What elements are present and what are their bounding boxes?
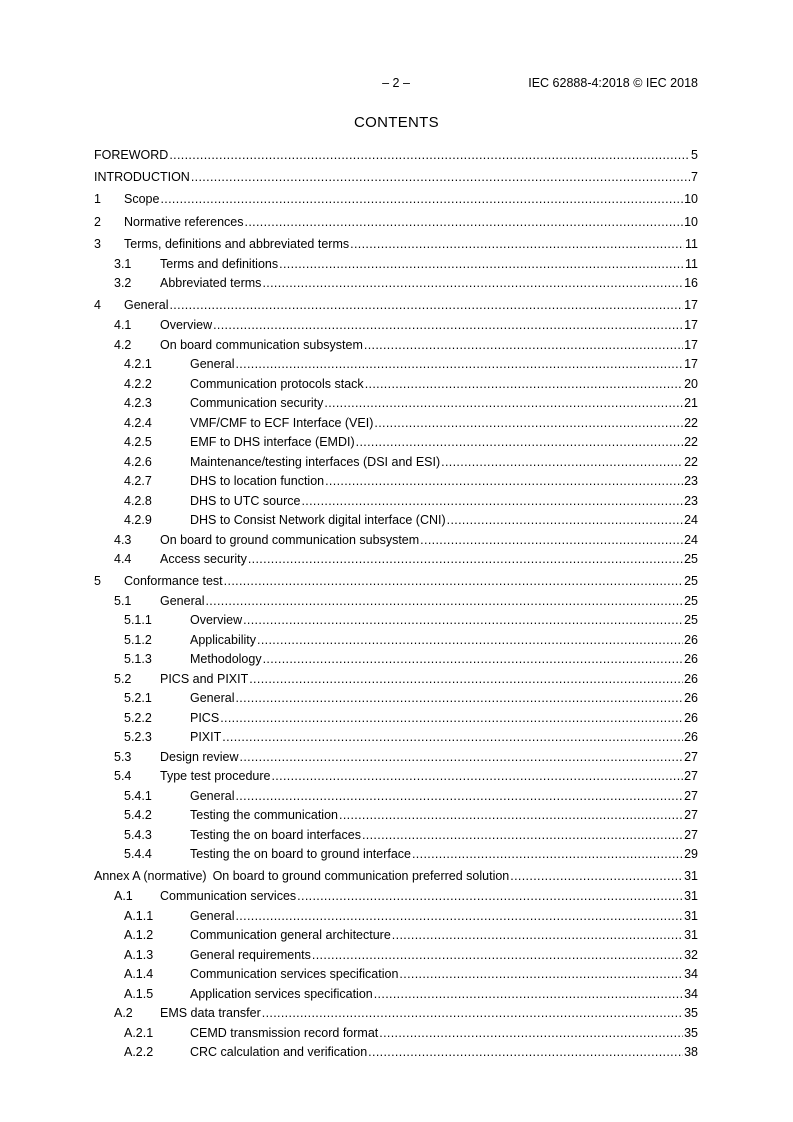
toc-entry[interactable] [94, 1024, 698, 1044]
toc-entry[interactable] [94, 946, 698, 966]
toc-leader-dots [324, 394, 683, 414]
toc-entry[interactable] [94, 887, 698, 907]
toc-leader-dots [245, 211, 684, 233]
toc-entry[interactable] [94, 1043, 698, 1063]
toc-entry-title: Design review [160, 749, 239, 764]
toc-entry[interactable] [94, 453, 698, 473]
toc-entry-page: 24 [684, 513, 698, 528]
toc-entry-number: 4.2.1 [124, 357, 152, 372]
toc-leader-dots [420, 531, 683, 551]
toc-entry-title: Communication security [190, 396, 324, 411]
toc-entry-number: 4.2.2 [124, 376, 152, 391]
toc-entry[interactable] [94, 511, 698, 531]
toc-entry-number: 5.1 [114, 593, 132, 608]
toc-entry[interactable] [94, 375, 698, 395]
toc-entry-title: VMF/CMF to ECF Interface (VEI) [190, 415, 374, 430]
toc-entry-title: PIXIT [190, 730, 222, 745]
toc-leader-dots [205, 592, 683, 612]
toc-entry[interactable] [94, 767, 698, 787]
toc-entry-page: 23 [684, 474, 698, 489]
toc-entry-title: Methodology [190, 652, 262, 667]
toc-entry-title: Testing the on board to ground interface [190, 847, 411, 862]
toc-entry-title: General [190, 357, 235, 372]
toc-entry[interactable] [94, 274, 698, 294]
toc-entry-title: Communication general architecture [190, 928, 391, 942]
toc-entry-page: 27 [684, 749, 698, 764]
toc-leader-dots [271, 767, 683, 787]
toc-entry-title: Conformance test [124, 573, 223, 588]
toc-entry-number: A.1.5 [124, 986, 154, 1001]
toc-leader-dots [350, 233, 684, 255]
toc-entry-page: 35 [684, 1006, 698, 1020]
toc-entry-number: 3.2 [114, 276, 132, 291]
toc-entry-number: 5.3 [114, 749, 132, 764]
toc-entry-page: 17 [684, 297, 698, 312]
toc-entry[interactable] [94, 806, 698, 826]
toc-leader-dots [362, 826, 683, 846]
toc-entry-page: 11 [685, 236, 698, 251]
toc-entry-page: 26 [684, 671, 698, 686]
toc-entry-number: 4.2.4 [124, 415, 152, 430]
toc-entry[interactable] [94, 728, 698, 748]
toc-entry[interactable] [94, 1004, 698, 1024]
toc-leader-dots [169, 294, 683, 316]
toc-entry[interactable] [94, 336, 698, 356]
toc-leader-dots [235, 689, 683, 709]
toc-entry-number: A.1 [114, 889, 133, 903]
toc-entry-page: 26 [684, 632, 698, 647]
toc-entry-page: 32 [684, 947, 698, 962]
toc-entry-number: 4.2.6 [124, 454, 152, 469]
toc-leader-dots [312, 946, 683, 966]
toc-entry-page: 27 [684, 808, 698, 823]
toc-entry-page: 17 [684, 318, 698, 333]
toc-entry-page: 27 [684, 788, 698, 803]
toc-entry-number: 3 [94, 236, 101, 251]
toc-entry[interactable] [94, 188, 698, 210]
toc-entry-title: Applicability [190, 632, 257, 647]
toc-entry-page: 10 [684, 214, 698, 229]
toc-entry[interactable] [94, 144, 698, 166]
toc-entry[interactable] [94, 394, 698, 414]
toc-leader-dots [243, 611, 683, 631]
toc-entry-title: CRC calculation and verification [190, 1045, 368, 1059]
toc-entry[interactable] [94, 211, 698, 233]
toc-entry-title: Normative references [124, 214, 244, 229]
toc-entry-number: 5.2.1 [124, 691, 152, 706]
toc-entry-title: Communication services [160, 889, 297, 903]
toc-leader-dots [301, 492, 683, 512]
toc-entry[interactable] [94, 670, 698, 690]
toc-entry[interactable] [94, 316, 698, 336]
toc-entry-number: 4.2.7 [124, 474, 152, 489]
toc-leader-dots [235, 907, 683, 927]
toc-entry-number: 3.1 [114, 256, 132, 271]
toc-entry-number: 5 [94, 573, 101, 588]
toc-entry[interactable] [94, 826, 698, 846]
toc-entry-page: 25 [684, 613, 698, 628]
toc-entry[interactable] [94, 570, 698, 592]
toc-entry-title: CEMD transmission record format [190, 1025, 379, 1040]
toc-leader-dots [356, 433, 683, 453]
toc-entry-number: 5.4 [114, 769, 132, 784]
toc-entry-title: DHS to Consist Network digital interface (CNI) [190, 513, 446, 528]
toc-entry-title: General [190, 908, 235, 923]
toc-entry-page: 17 [684, 337, 698, 352]
toc-entry-page: 21 [684, 396, 698, 411]
toc-entry-title: FOREWORD [94, 148, 169, 162]
toc-leader-dots [325, 472, 683, 492]
toc-leader-dots [213, 316, 683, 336]
toc-entry[interactable] [94, 965, 698, 985]
toc-entry[interactable] [94, 414, 698, 434]
toc-entry-number: A.1.4 [124, 967, 154, 981]
toc-entry[interactable] [94, 433, 698, 453]
toc-entry[interactable] [94, 166, 698, 188]
toc-entry-page: 27 [684, 827, 698, 842]
toc-leader-dots [262, 1004, 683, 1024]
toc-leader-dots [257, 631, 683, 651]
toc-entry[interactable] [94, 611, 698, 631]
toc-entry-number: A.2.2 [124, 1045, 154, 1059]
toc-entry-page: 25 [684, 573, 698, 588]
toc-leader-dots [364, 336, 683, 356]
toc-entry[interactable] [94, 233, 698, 255]
toc-entry-title: General requirements [190, 947, 311, 962]
toc-leader-dots [392, 926, 683, 946]
toc-leader-dots [374, 414, 683, 434]
toc-entry-number: 5.4.1 [124, 788, 152, 803]
toc-leader-dots [224, 570, 683, 592]
toc-leader-dots [339, 806, 683, 826]
toc-entry-page: 17 [684, 357, 698, 372]
toc-entry-number: 4 [94, 297, 101, 312]
toc-leader-dots [279, 255, 684, 275]
toc-leader-dots [262, 274, 683, 294]
toc-leader-dots [399, 965, 683, 985]
toc-entry-number: 4.2.3 [124, 396, 152, 411]
toc-entry[interactable] [94, 985, 698, 1005]
toc-entry-number: A.1.3 [124, 947, 154, 962]
toc-entry-title: PICS and PIXIT [160, 671, 249, 686]
toc-entry[interactable] [94, 748, 698, 768]
toc-entry-title: Terms, definitions and abbreviated terms [124, 236, 350, 251]
toc-leader-dots [249, 670, 683, 690]
toc-leader-dots [248, 550, 683, 570]
toc-entry-title: Scope [124, 192, 160, 207]
toc-entry-page: 25 [684, 552, 698, 567]
toc-leader-dots [374, 985, 683, 1005]
toc-entry-page: 31 [684, 868, 698, 883]
page-number: – 2 – [382, 76, 410, 90]
toc-entry-title: EMF to DHS interface (EMDI) [190, 435, 355, 450]
toc-entry[interactable] [94, 865, 698, 887]
contents-title: CONTENTS [354, 114, 439, 131]
toc-entry-number: 5.1.1 [124, 613, 152, 628]
toc-entry-page: 27 [684, 769, 698, 784]
toc-entry-number: 5.2 [114, 671, 132, 686]
toc-entry-page: 31 [684, 928, 698, 942]
toc-leader-dots [412, 845, 683, 865]
toc-entry-page: 25 [684, 593, 698, 608]
toc-entry[interactable] [94, 472, 698, 492]
toc-entry-number: 1 [94, 192, 101, 207]
toc-entry-page: 26 [684, 730, 698, 745]
toc-entry-number: 4.2.9 [124, 513, 152, 528]
toc-leader-dots [160, 188, 683, 210]
toc-entry-number: 5.1.2 [124, 632, 152, 647]
toc-entry-title: Abbreviated terms [160, 276, 262, 291]
toc-entry-title: INTRODUCTION [94, 170, 190, 185]
toc-entry[interactable] [94, 294, 698, 316]
toc-entry-number: 4.1 [114, 318, 132, 333]
toc-entry-number: A.1.2 [124, 928, 154, 942]
toc-entry-page: 24 [684, 532, 698, 547]
toc-entry-page: 26 [684, 710, 698, 725]
toc-leader-dots [379, 1024, 683, 1044]
toc-entry-number: 5.1.3 [124, 652, 152, 667]
toc-entry-number: 5.2.3 [124, 730, 152, 745]
toc-entry-number: 4.2.8 [124, 493, 152, 508]
toc-leader-dots [510, 865, 683, 887]
toc-leader-dots [169, 144, 690, 166]
toc-entry-page: 10 [684, 192, 698, 207]
toc-entry[interactable] [94, 709, 698, 729]
toc-entry[interactable] [94, 531, 698, 551]
toc-entry-page: 20 [684, 376, 698, 391]
toc-entry-title: General [124, 297, 169, 312]
toc-entry-page: 26 [684, 652, 698, 667]
toc-entry-title: Overview [190, 613, 243, 628]
toc-entry-title: DHS to location function [190, 474, 325, 489]
toc-leader-dots [220, 709, 683, 729]
toc-entry-number: 5.4.2 [124, 808, 152, 823]
toc-entry-title: DHS to UTC source [190, 493, 301, 508]
toc-leader-dots [297, 887, 683, 907]
toc-entry[interactable] [94, 255, 698, 275]
toc-entry-page: 38 [684, 1045, 698, 1059]
standard-designation: IEC 62888-4:2018 © IEC 2018 [528, 76, 698, 90]
toc-entry-number: 2 [94, 214, 101, 229]
table-of-contents [94, 144, 698, 1063]
toc-entry-title: Access security [160, 552, 247, 567]
toc-entry-number: 4.4 [114, 552, 132, 567]
toc-entry[interactable] [94, 689, 698, 709]
toc-entry-number: 4.3 [114, 532, 132, 547]
toc-entry-title: Terms and definitions [160, 256, 279, 271]
toc-entry[interactable] [94, 650, 698, 670]
toc-entry-page: 22 [684, 415, 698, 430]
toc-entry-number: 5.2.2 [124, 710, 152, 725]
toc-entry-page: 22 [684, 435, 698, 450]
toc-entry-number: 5.4.4 [124, 847, 152, 862]
toc-entry-title: Maintenance/testing interfaces (DSI and ESI) [190, 454, 441, 469]
toc-entry[interactable] [94, 926, 698, 946]
toc-entry-page: 11 [685, 256, 698, 271]
toc-entry-page: 34 [684, 986, 698, 1001]
toc-entry-title: Type test procedure [160, 769, 271, 784]
toc-entry-page: 22 [684, 454, 698, 469]
toc-entry-title: General [190, 788, 235, 803]
toc-entry-page: 34 [684, 967, 698, 981]
toc-entry-page: 26 [684, 691, 698, 706]
toc-leader-dots [263, 650, 684, 670]
toc-entry-title: On board to ground communication subsystem [160, 532, 420, 547]
toc-entry[interactable] [94, 550, 698, 570]
toc-entry-number: 4.2.5 [124, 435, 152, 450]
toc-entry-number: A.2 [114, 1006, 133, 1020]
toc-entry-page: 7 [691, 170, 698, 185]
toc-entry-page: 35 [684, 1025, 698, 1040]
toc-leader-dots [365, 375, 683, 395]
toc-entry-title: General [190, 691, 235, 706]
toc-entry-page: 23 [684, 493, 698, 508]
toc-leader-dots [441, 453, 683, 473]
toc-leader-dots [222, 728, 683, 748]
toc-entry-title: PICS [190, 710, 220, 725]
toc-entry[interactable] [94, 907, 698, 927]
toc-leader-dots [368, 1043, 683, 1063]
toc-leader-dots [191, 166, 690, 188]
toc-entry-title: Overview [160, 318, 213, 333]
toc-entry[interactable] [94, 492, 698, 512]
toc-entry-title: General [160, 593, 205, 608]
toc-entry-title: EMS data transfer [160, 1006, 261, 1020]
toc-entry-page: 16 [684, 276, 698, 291]
toc-leader-dots [235, 787, 683, 807]
toc-entry-title: On board to ground communication preferred solution [212, 868, 510, 883]
toc-entry-number: 5.4.3 [124, 827, 152, 842]
toc-entry[interactable] [94, 355, 698, 375]
toc-entry-number: 4.2 [114, 337, 132, 352]
toc-entry-number: Annex A (normative) [94, 868, 207, 883]
toc-entry[interactable] [94, 592, 698, 612]
toc-entry-title: Communication services specification [190, 967, 399, 981]
toc-entry-number: A.2.1 [124, 1025, 154, 1040]
toc-entry-page: 29 [684, 847, 698, 862]
toc-entry[interactable] [94, 631, 698, 651]
toc-entry-number: A.1.1 [124, 908, 154, 923]
toc-leader-dots [240, 748, 684, 768]
toc-entry[interactable] [94, 845, 698, 865]
toc-entry-page: 31 [684, 908, 698, 923]
toc-leader-dots [235, 355, 683, 375]
toc-entry[interactable] [94, 787, 698, 807]
toc-entry-page: 31 [684, 889, 698, 903]
toc-entry-title: Testing the on board interfaces [190, 827, 361, 842]
toc-leader-dots [447, 511, 683, 531]
toc-entry-title: Testing the communication [190, 808, 338, 823]
toc-entry-page: 5 [691, 148, 698, 162]
toc-entry-title: Application services specification [190, 986, 373, 1001]
toc-entry-title: On board communication subsystem [160, 337, 363, 352]
toc-entry-title: Communication protocols stack [190, 376, 364, 391]
